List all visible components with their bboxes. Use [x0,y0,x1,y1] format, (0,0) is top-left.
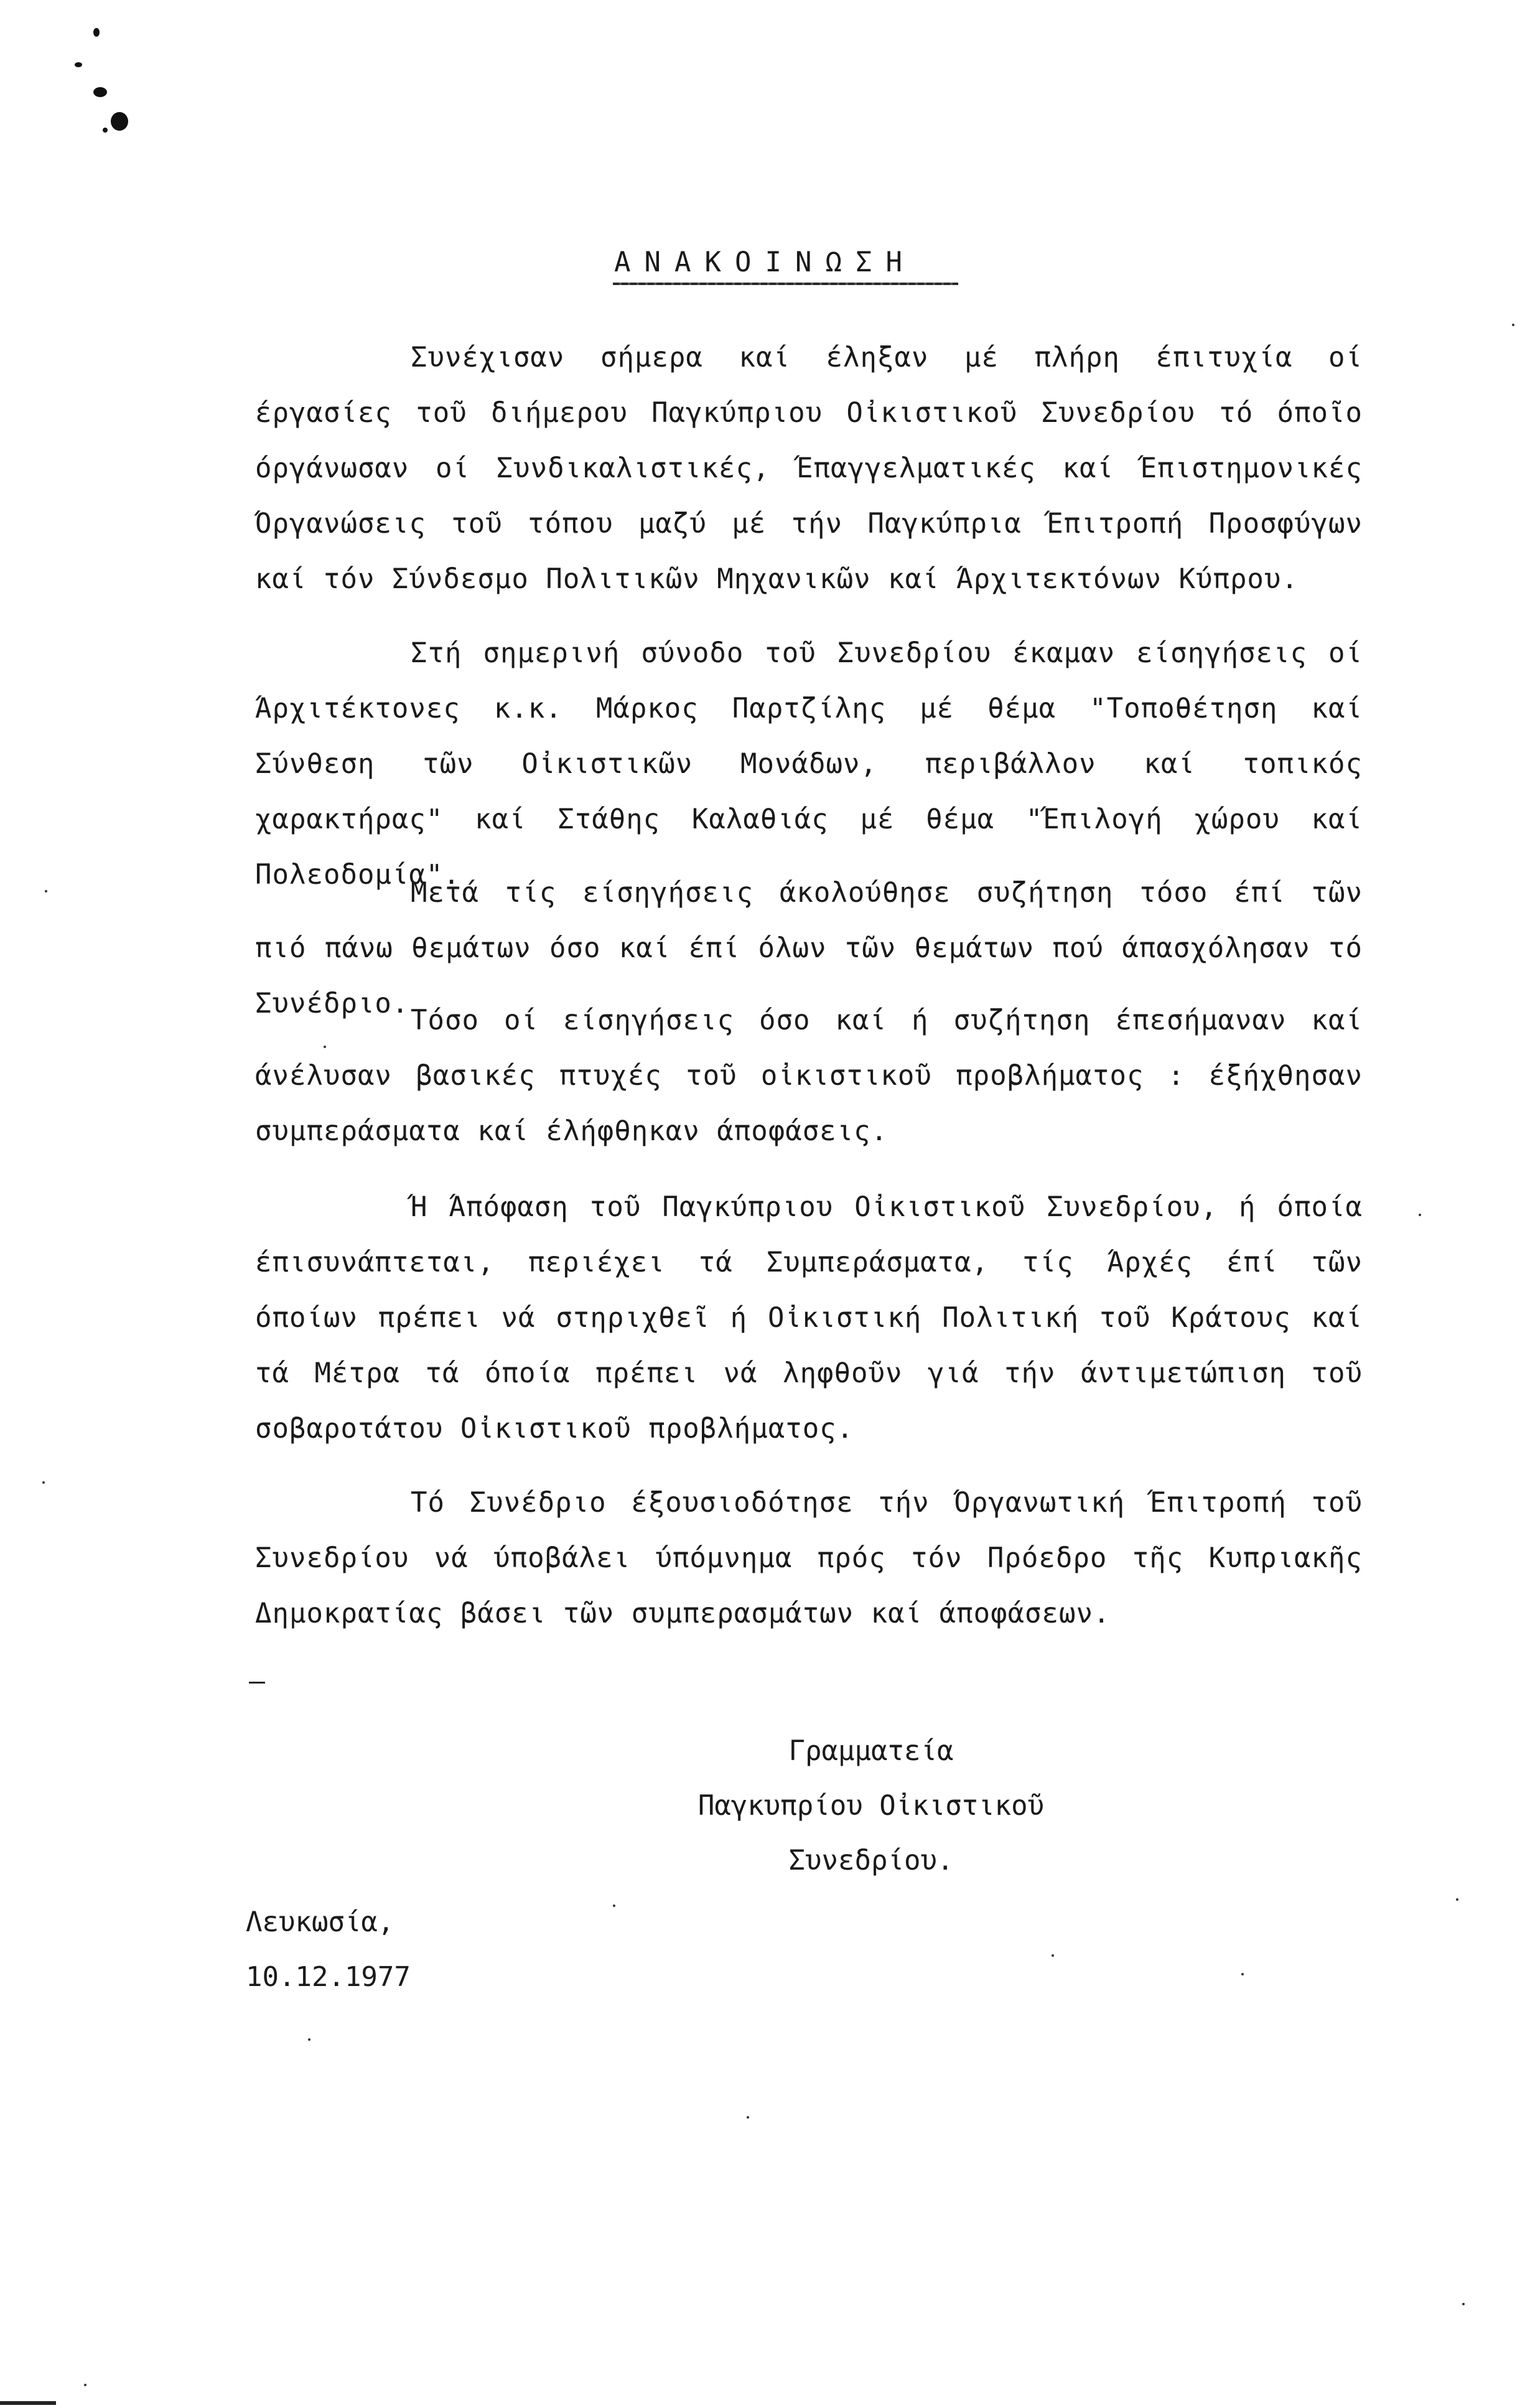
paragraph-1: Συνέχισαν σήμερα καί έληξαν μέ πλήρη έπιτυχία οί έργασίες τοῦ διήμερου Παγκύπριου Οἰκιστικοῦ Συνεδρίου τό όποῖο όργάνωσαν οί Συνδικαλιστικές, Έπαγγελματικές καί Έπιστημονικές Όργανώσεις τοῦ τόπου μαζύ μέ τήν Παγκύπρια Έπιτροπή Προσφύγων καί τόν Σύνδεσμο Πολιτικῶν Μηχανικῶν καί Άρχιτεκτόνων Κύπρου. [255,342,1363,595]
ink-smudge-mark [111,112,128,131]
signature-line-2: Παγκυπρίου Οἰκιστικοῦ [697,1790,1045,1822]
scan-speck [1456,1898,1458,1901]
scan-speck [84,2384,86,2386]
place-date-block [246,1895,411,2005]
scan-speck [45,890,47,892]
place: Λευκωσία, [246,1906,394,1938]
paragraph-3: Μετά τίς είσηγήσεις άκολούθησε συζήτηση τόσο έπί τῶν πιό πάνω θεμάτων όσο καί έπί όλων τῶν θεμάτων πού άπασχόλησαν τό Συνέδριο. [255,877,1363,1019]
scan-speck [1462,2303,1465,2305]
signature-line-1: Γραμματεία [788,1735,954,1767]
scan-speck [42,1481,45,1484]
signature-block [697,1724,1045,1888]
paragraph-4: Τόσο οί είσηγήσεις όσο καί ή συζήτηση έπεσήμαναν καί άνέλυσαν βασικές πτυχές τοῦ οἰκιστικοῦ προβλήματος : έξήχθησαν συμπεράσματα καί έλήφθηκαν άποφάσεις. [255,1005,1363,1147]
separator-dash [249,1682,265,1684]
ink-smudge-mark [75,62,82,67]
document-title: ΑΝΑΚΟΙΝΩΣΗ [614,246,916,278]
paragraph-5-block [255,1179,1363,1456]
scan-speck [1241,1973,1244,1975]
paragraph-2-block [255,625,1363,902]
scan-speck [1052,1954,1054,1957]
scan-speck [747,2116,749,2119]
scan-speck [308,2038,310,2041]
bottom-edge-mark [0,2401,56,2405]
scan-speck [1419,1214,1421,1216]
scan-speck [613,1904,615,1907]
ink-smudge-mark [93,28,100,37]
signature-line-3: Συνεδρίου. [788,1845,954,1876]
paragraph-6-block [255,1475,1363,1641]
ink-smudge-mark [93,87,107,97]
ink-smudge-mark [103,128,108,133]
date: 10.12.1977 [246,1961,411,1993]
scan-speck [324,1046,326,1048]
scan-speck [1512,324,1514,326]
paragraph-2: Στή σημερινή σύνοδο τοῦ Συνεδρίου έκαμαν είσηγήσεις οί Άρχιτέκτονες κ.κ. Μάρκος Παρτζίλης μέ θέμα "Τοποθέτηση καί Σύνθεση τῶν Οἰκιστικῶν Μονάδων, περιβάλλον καί τοπικός χαρακτήρας" καί Στάθης Καλαθιάς μέ θέμα "Έπιλογή χώρου καί Πολεοδομία". [255,637,1363,891]
paragraph-6: Τό Συνέδριο έξουσιοδότησε τήν Όργανωτική Έπιτροπή τοῦ Συνεδρίου νά ύποβάλει ύπόμνημα πρός τόν Πρόεδρο τῆς Κυπριακῆς Δημοκρατίας βάσει τῶν συμπερασμάτων καί άποφάσεων. [255,1487,1363,1629]
paragraph-4-block [255,993,1363,1159]
paragraph-1-block [255,330,1363,607]
title-underline [613,283,958,285]
paragraph-5: Ή Άπόφαση τοῦ Παγκύπριου Οἰκιστικοῦ Συνεδρίου, ή όποία έπισυνάπτεται, περιέχει τά Συμπεράσματα, τίς Άρχές έπί τῶν όποίων πρέπει νά στηριχθεῖ ή Οἰκιστική Πολιτική τοῦ Κράτους καί τά Μέτρα τά όποία πρέπει νά ληφθοῦν γιά τήν άντιμετώπιση τοῦ σοβαροτάτου Οἰκιστικοῦ προβλήματος. [255,1191,1363,1445]
